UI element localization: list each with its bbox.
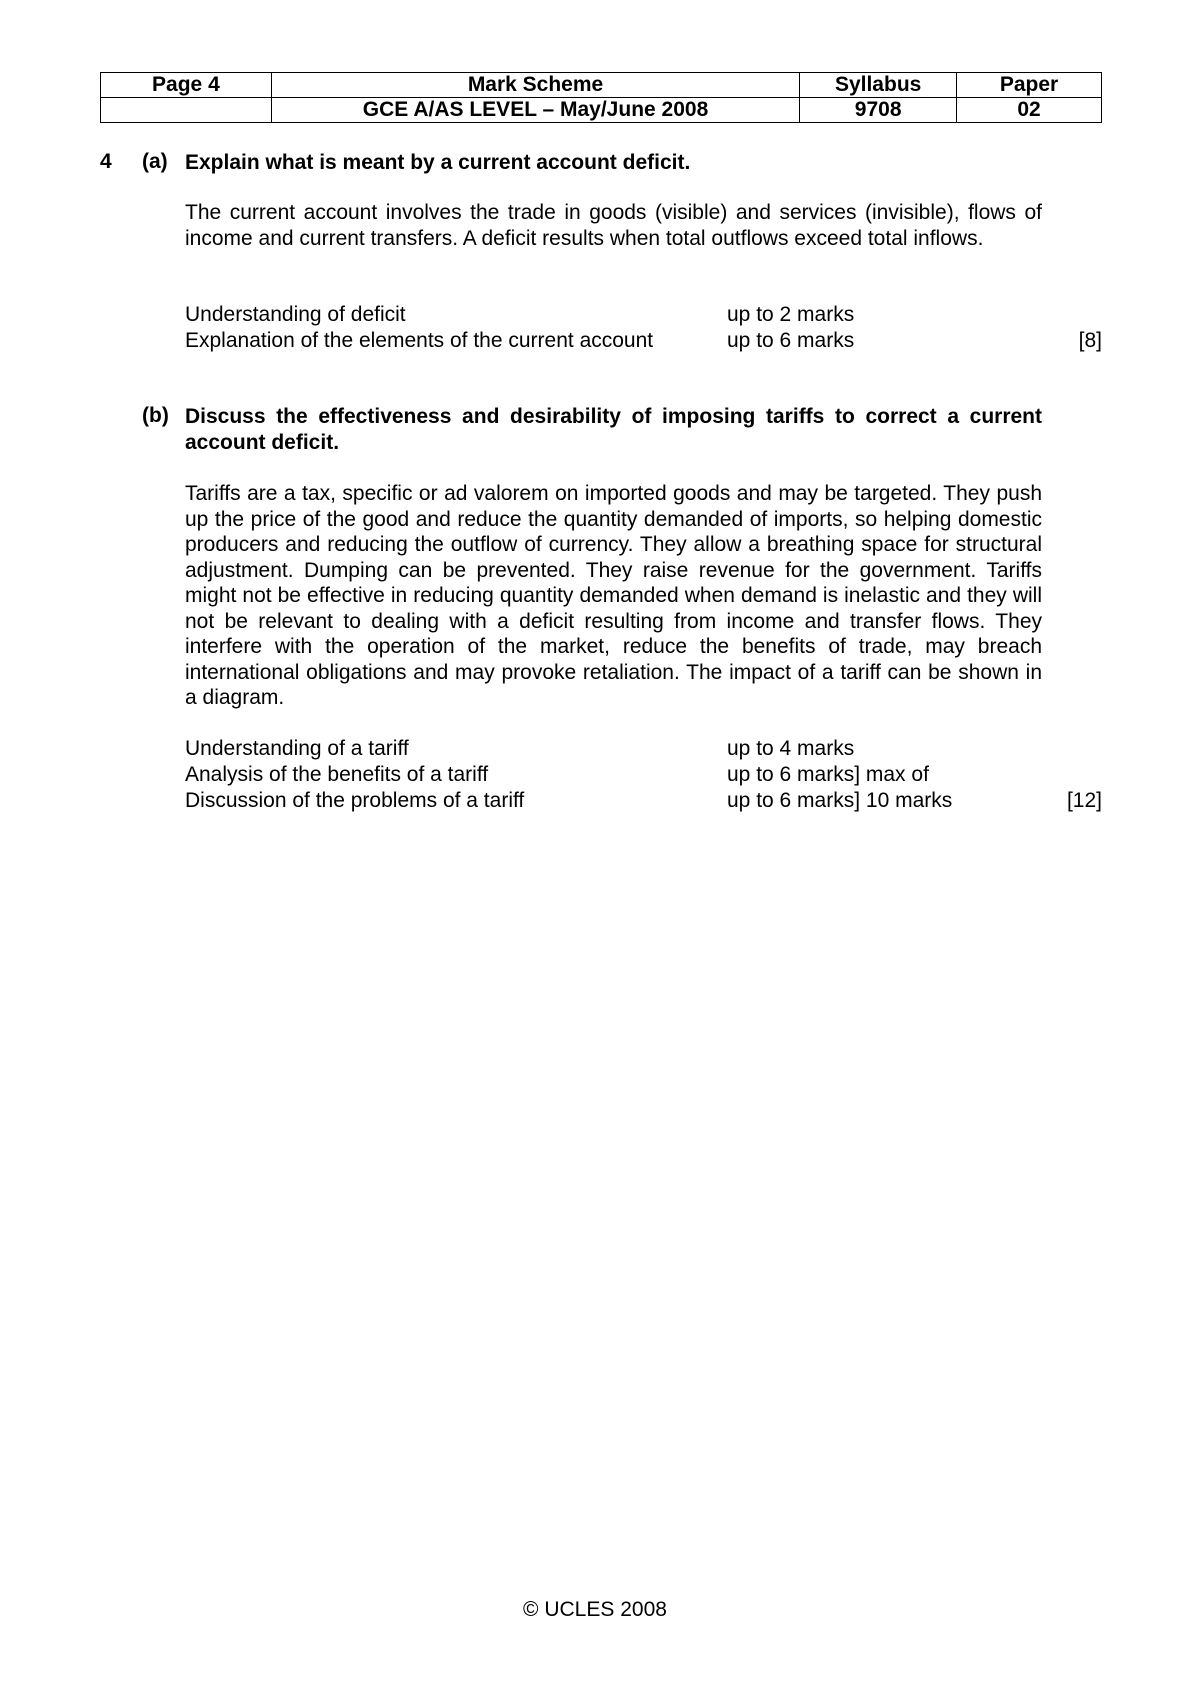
mark-criterion: Understanding of a tariff — [185, 737, 409, 760]
mark-allocation: up to 2 marks — [727, 303, 855, 326]
part-a-mark-row — [185, 302, 1102, 328]
part-a-prompt: Explain what is meant by a current account deficit. — [185, 151, 691, 174]
mark-allocation: up to 4 marks — [727, 737, 855, 760]
part-b-mark-row — [185, 788, 1102, 814]
syllabus-label: Syllabus — [800, 73, 957, 98]
paper-number: 02 — [957, 98, 1102, 123]
mark-allocation: up to 6 marks — [727, 329, 855, 352]
doc-type: Mark Scheme — [271, 73, 799, 98]
syllabus-code: 9708 — [800, 98, 957, 123]
question-number: 4 — [100, 150, 112, 173]
mark-criterion: Understanding of deficit — [185, 303, 406, 326]
header-table — [100, 72, 1102, 123]
part-b-label: (b) — [142, 404, 169, 427]
mark-total: [12] — [1066, 789, 1102, 812]
part-b-prompt: Discuss the effectiveness and desirability of imposing tariffs to correct a current account deficit. — [185, 405, 1042, 454]
part-a-mark-row — [185, 328, 1102, 354]
mark-allocation: up to 6 marks] max of — [727, 763, 929, 786]
header-row-1 — [101, 73, 1102, 98]
part-b-mark-row — [185, 762, 1102, 788]
footer-copyright: © UCLES 2008 — [523, 1598, 667, 1621]
mark-allocation: up to 6 marks] 10 marks — [727, 789, 953, 812]
paper-label: Paper — [957, 73, 1102, 98]
exam-title: GCE A/AS LEVEL – May/June 2008 — [271, 98, 799, 123]
header-row-2 — [101, 98, 1102, 123]
mark-total: [8] — [1078, 329, 1102, 352]
page-number: Page 4 — [101, 73, 272, 98]
header-empty-cell — [101, 98, 272, 123]
part-b-answer: Tariffs are a tax, specific or ad valorem on imported goods and may be targeted. They push up the price of the good and reduce the quantity demanded of imports, so helping domestic producers and reducing the outflow of currency. They allow a breathing space for structural adjustment. Dumping can be prevented. They raise revenue for the government. Tariffs might not be effective in reducing quantity demanded when demand is inelastic and they will not be relevant to dealing with a deficit resulting from income and transfer flows. They interfere with the operation of the market, reduce the benefits of trade, may breach international obligations and may provoke retaliation. The impact of a tariff can be shown in a diagram. — [185, 482, 1042, 709]
part-b-mark-row — [185, 736, 1102, 762]
mark-criterion: Analysis of the benefits of a tariff — [185, 763, 489, 786]
part-a-answer: The current account involves the trade in goods (visible) and services (invisible), flows of income and current transfers. A deficit results when total outflows exceed total inflows. — [185, 201, 1042, 250]
mark-criterion: Explanation of the elements of the current account — [185, 329, 654, 352]
mark-criterion: Discussion of the problems of a tariff — [185, 789, 525, 812]
part-a-label: (a) — [142, 150, 168, 173]
